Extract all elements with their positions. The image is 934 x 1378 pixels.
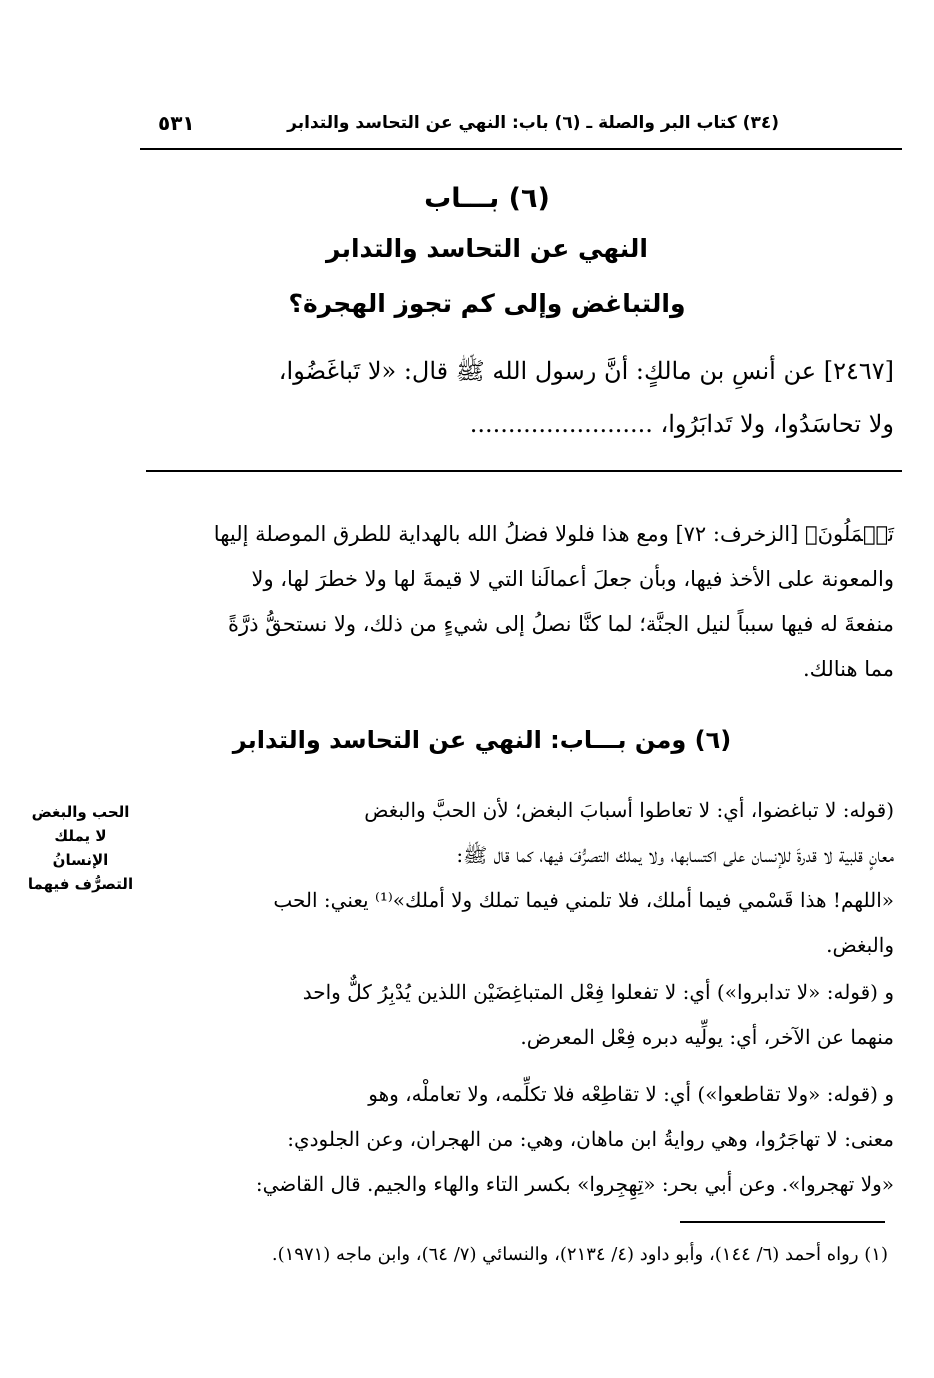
- bab-title-line2: والتباغض وإلى كم تجوز الهجرة؟: [288, 289, 686, 318]
- header-rule: [140, 148, 902, 150]
- margin-note-line4: التصرُّف فيهما: [27, 875, 134, 893]
- paragraph-3: [142, 1072, 894, 1207]
- margin-note: [18, 800, 143, 896]
- commentary-top: [142, 512, 894, 692]
- section-divider: [146, 470, 902, 472]
- commentary-line2: والمعونة على الأخذ فيها، وبأن جعلَ أعمالَنا التي لا قيمةَ لها ولا خطرَ لها، ولا: [251, 567, 894, 591]
- p3-line3: «ولا تهجروا». وعن أبي بحر: «تِهِجِروا» بكسر التاء والهاء والجيم. قال القاضي:: [255, 1172, 894, 1196]
- running-title: (٣٤) كتاب البر والصلة ـ (٦) باب: النهي عن التحاسد والتدابر: [287, 113, 779, 133]
- paragraph-2: [142, 970, 894, 1060]
- margin-note-line1: الحب والبغض: [31, 803, 130, 821]
- p3-line1: و (قوله: «ولا تقاطعوا») أي: لا تقاطِعْه فلا تكلِّمه، ولا تعاملْه، وهو: [368, 1082, 894, 1106]
- p1-line1: (قوله: لا تباغضوا، أي: لا تعاطوا أسبابَ البغض؛ لأن الحبَّ والبغض: [364, 798, 894, 822]
- commentary-line1: تَعۡمَلُونَ﴾ [الزخرف: ٧٢] ومع هذا فلولا فضلُ الله بالهداية للطرق الموصلة إليها: [213, 522, 894, 546]
- p2-line2: منهما عن الآخر، أي: يولِّيه دبره فِعْل المعرض.: [520, 1025, 894, 1049]
- hadith-ellipsis: ........................: [469, 410, 653, 438]
- footnote: (١) رواه أحمد (٦/ ١٤٤)، وأبو داود (٤/ ٢١٣٤)، والنسائي (٧/ ٦٤)، وابن ماجه (١٩٧١).: [271, 1244, 888, 1265]
- commentary-line3: منفعةَ له فيها سبباً لنيل الجنَّة؛ لما كنَّا نصلُ إلى شيءٍ من ذلك، ولا نستحقُّ ذرَّةً: [228, 612, 894, 636]
- p1-line2: معانٍ قلبية لا قدرةَ للإنسان على اكتسابها، ولا يملك التصرُّفَ فيها، كما قال ﷺ:: [456, 843, 894, 867]
- p1-line4: والبغض.: [826, 933, 894, 957]
- commentary-line4: مما هنالك.: [802, 657, 894, 681]
- hadith-line1: [٢٤٦٧] عن أنسِ بن مالكٍ: أنَّ رسول الله ﷺ قال: «لا تَباغَضُوا،: [278, 357, 894, 385]
- p2-line1: و (قوله: «لا تدابروا») أي: لا تفعلوا فِعْل المتباغِضَيْن اللذين يُدْبِرُ كلٌّ واحد: [302, 980, 894, 1004]
- p1-line3: «اللهم! هذا قَسْمي فيما أملك، فلا تلمني فيما تملك ولا أملك»⁽¹⁾ يعني: الحب: [273, 888, 894, 912]
- hadith-line2: [114, 398, 894, 451]
- paragraph-1: [142, 788, 894, 968]
- margin-note-line2: لا يملك: [54, 827, 107, 845]
- hadith-line2-text: ولا تحاسَدُوا، ولا تَدابَرُوا،: [660, 410, 894, 438]
- p3-line2: معنى: لا تهاجَرُوا، وهي روايةُ ابن ماهان، وهي: من الهجران، وعن الجلودي:: [287, 1127, 894, 1151]
- bab-title-line1: النهي عن التحاسد والتدابر: [326, 234, 648, 263]
- margin-note-line3: الإنسانُ: [52, 851, 109, 869]
- commentary-heading: (٦) ومن بـــاب: النهي عن التحاسد والتدابر: [232, 726, 732, 754]
- page-number: ٥٣١: [158, 111, 195, 135]
- footnote-rule: [680, 1221, 885, 1223]
- bab-number: (٦) بـــاب: [424, 183, 550, 214]
